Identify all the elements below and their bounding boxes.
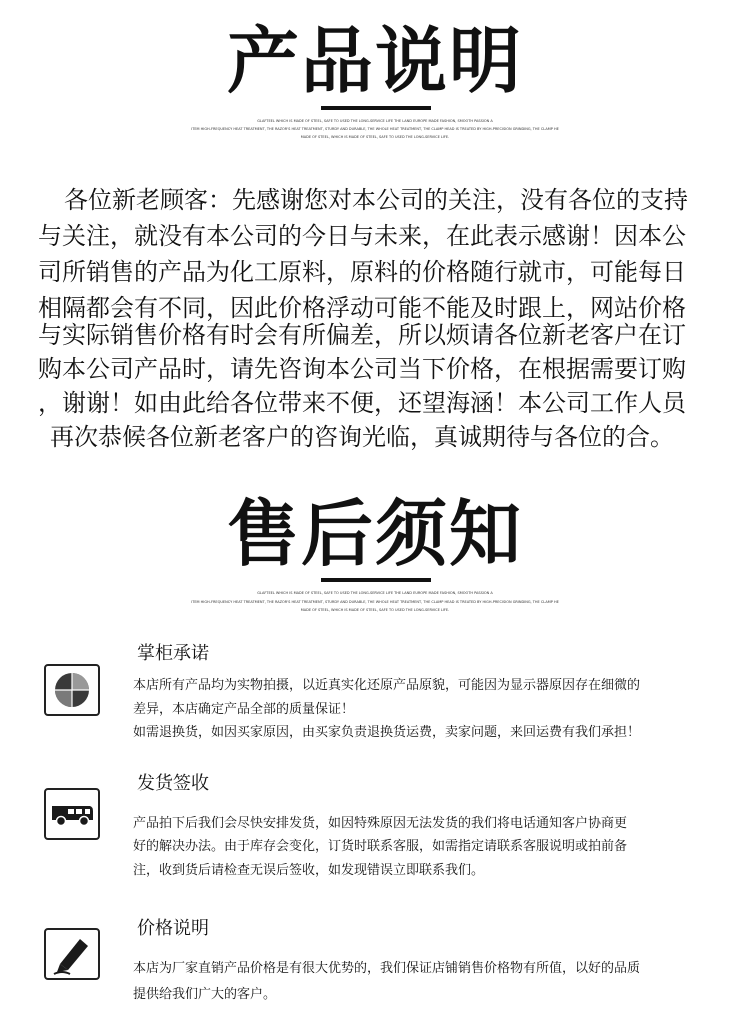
- page-title-product-description: 产品说明: [226, 19, 523, 103]
- item-text-line: 如需退换货，如因买家原因，由买家负责退换货运费，卖家问题，来回运费有我们承担！: [133, 725, 641, 740]
- fine-print-line: ITEM HIGH-FREQUENCY HEAT TREATMENT, THE RAZOR'S HEAT TREATMENT, STURDY AND DURABLE, THE WHOLE HEAT TREATMENT, THE CLAMP HEAD IS TREATED BY HIGH-PRECISION GRINDING, THE CLAMP HE: [191, 600, 559, 604]
- fine-print-line: MADE OF STEEL, WHICH IS MADE OF STEEL, SAFE TO USED THE LONG-SERVICE LIFE.: [300, 608, 450, 612]
- intro-paragraph-line: 与关注，就没有本公司的今日与未来，在此表示感谢！因本公: [38, 222, 686, 250]
- intro-paragraph-line: 购本公司产品时，请先咨询本公司当下价格，在根据需要订购: [38, 355, 686, 383]
- item-title-shopkeeper-promise: 掌柜承诺: [137, 643, 209, 664]
- pen-icon: [44, 928, 100, 980]
- intro-paragraph-line: 与实际销售价格有时会有所偏差，所以烦请各位新老客户在订: [38, 321, 686, 349]
- item-text-line: 好的解决办法。由于库存会变化，订货时联系客服，如需指定请联系客服说明或拍前备: [133, 839, 628, 854]
- pie-chart-icon: [44, 664, 100, 716]
- item-text-line: 差异，本店确定产品全部的质量保证！: [133, 702, 355, 717]
- item-title-shipping-receipt: 发货签收: [137, 773, 209, 794]
- intro-paragraph-line: ，谢谢！如由此给各位带来不便，还望海涵！本公司工作人员: [38, 389, 686, 417]
- intro-paragraph-line: 各位新老顾客：先感谢您对本公司的关注，没有各位的支持: [64, 186, 688, 214]
- item-text-line: 提供给我们广大的客户。: [133, 987, 277, 1002]
- intro-paragraph-line: 再次恭候各位新老客户的咨询光临，真诚期待与各位的合。: [50, 423, 674, 451]
- item-text-line: 产品拍下后我们会尽快安排发货，如因特殊原因无法发货的我们将电话通知客户协商更: [133, 816, 628, 831]
- item-text-line: 本店为厂家直销产品价格是有很大优势的，我们保证店铺销售价格物有所值，以好的品质: [133, 961, 641, 976]
- delivery-truck-icon: [44, 788, 100, 840]
- item-text-line: 本店所有产品均为实物拍摄，以近真实化还原产品原貌，可能因为显示器原因存在细微的: [133, 678, 641, 693]
- item-title-price-explanation: 价格说明: [137, 918, 209, 939]
- intro-paragraph-line: 司所销售的产品为化工原料，原料的价格随行就市，可能每日: [38, 258, 686, 286]
- item-text-line: 注，收到货后请检查无误后签收，如发现错误立即联系我们。: [133, 863, 485, 878]
- title-underline: [321, 106, 431, 110]
- fine-print-line: GLAFTEEL WHICH IS MADE OF STEEL, SAFE TO USED THE LONG-SERVICE LIFE THE LAND EUROPE MADE FASHION, SMOOTH PASSION A: [257, 591, 493, 595]
- fine-print-line: MADE OF STEEL, WHICH IS MADE OF STEEL, SAFE TO USED THE LONG-SERVICE LIFE.: [300, 135, 450, 139]
- fine-print-line: ITEM HIGH-FREQUENCY HEAT TREATMENT, THE RAZOR'S HEAT TREATMENT, STURDY AND DURABLE, THE WHOLE HEAT TREATMENT, THE CLAMP HEAD IS TREATED BY HIGH-PRECISION GRINDING, THE CLAMP HE: [191, 127, 559, 131]
- fine-print-line: GLAFTEEL WHICH IS MADE OF STEEL, SAFE TO USED THE LONG-SERVICE LIFE THE LAND EUROPE MADE FASHION, SMOOTH PASSION A: [257, 119, 493, 123]
- page-title-aftersale-notice: 售后须知: [226, 492, 523, 576]
- title-underline: [321, 578, 431, 582]
- intro-paragraph-line: 相隔都会有不同，因此价格浮动可能不能及时跟上，网站价格: [38, 294, 686, 322]
